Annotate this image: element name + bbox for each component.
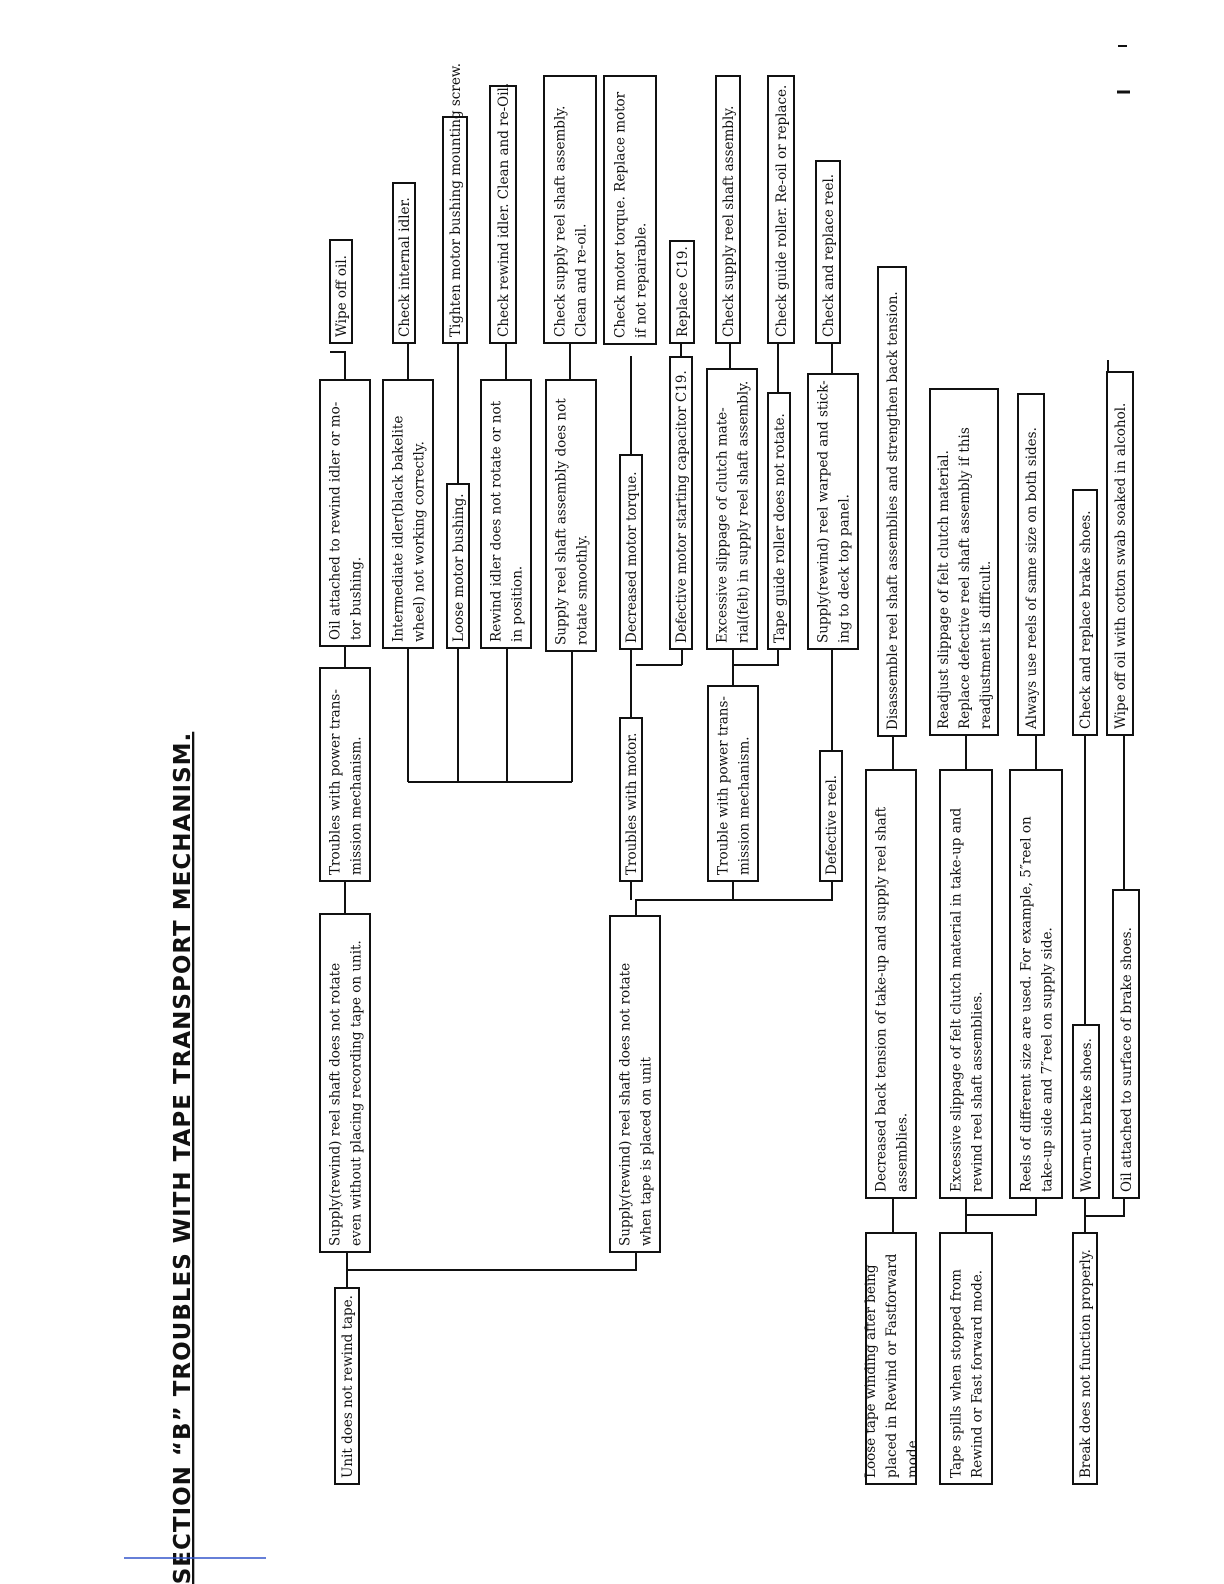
node-excessive-slippage-both xyxy=(940,770,992,1198)
node-text: Always use reels of same size on both sides. xyxy=(1024,427,1040,729)
node-text: Trouble with power trans- xyxy=(715,696,732,875)
node-text: Tighten motor bushing mounting screw. xyxy=(448,62,464,337)
node-brake-not-function xyxy=(1073,1233,1097,1484)
node-decreased-back-tension xyxy=(866,770,916,1198)
node-text: Unit does not rewind tape. xyxy=(340,1295,356,1478)
node-text: Check internal idler. xyxy=(397,197,413,337)
node-text: Oil attached to surface of brake shoes. xyxy=(1119,927,1135,1192)
node-text: Decreased back tension of take-up and supply reel shaft xyxy=(873,806,890,1192)
node-text: Rewind idler does not rotate or not xyxy=(488,400,505,642)
node-text: rewind reel shaft assemblies. xyxy=(969,991,986,1192)
node-text: Troubles with power trans- xyxy=(327,689,344,875)
node-tighten-screw xyxy=(443,63,467,343)
node-intermediate-idler xyxy=(383,380,433,648)
node-unit-not-rewind xyxy=(335,1288,359,1484)
node-text: Supply(rewind) reel shaft does not rotate xyxy=(327,962,344,1246)
node-wipe-brake xyxy=(1107,372,1133,735)
node-text: Check supply reel shaft assembly. xyxy=(552,105,569,337)
node-text: take-up side and 7″reel on supply side. xyxy=(1039,927,1056,1192)
node-text: Defective motor starting capacitor C19. xyxy=(674,370,690,643)
node-text: Excessive slippage of clutch mate- xyxy=(714,407,731,643)
node-tape-spills xyxy=(940,1233,992,1484)
node-text: Excessive slippage of felt clutch material in take-up and xyxy=(948,807,965,1192)
node-check-replace-reel xyxy=(816,161,840,343)
node-oil-idler xyxy=(320,380,370,646)
node-guide-roller xyxy=(768,393,790,649)
node-reel-warped xyxy=(808,374,858,649)
node-text: Wipe off oil with cotton swab soaked in alcohol. xyxy=(1113,402,1129,729)
node-text: even without placing recording tape on unit. xyxy=(348,940,365,1246)
node-text: Check guide roller. Re-oil or replace. xyxy=(774,84,790,337)
node-check-guide-roller xyxy=(768,76,794,343)
node-defective-reel xyxy=(820,751,842,881)
node-text: Check motor torque. Replace motor xyxy=(612,91,629,338)
node-text: Readjust slippage of felt clutch material. xyxy=(936,450,952,729)
node-text: Check supply reel shaft assembly. xyxy=(721,105,737,337)
node-text: rotate smoothly. xyxy=(574,534,591,645)
node-text: mission mechanism. xyxy=(736,736,753,875)
node-text: mode. xyxy=(905,1436,921,1478)
node-trouble-power-2 xyxy=(708,686,758,881)
node-reels-different xyxy=(1010,770,1062,1198)
node-text: readjustment is difficult. xyxy=(978,560,994,729)
connector xyxy=(966,1198,1036,1215)
node-text: tor bushing. xyxy=(348,556,365,640)
node-text: Intermediate idler(black bakelite xyxy=(390,415,407,642)
node-text: Decreased motor torque. xyxy=(624,471,640,643)
node-loose-bushing xyxy=(447,484,469,648)
node-text: Disassemble reel shaft assemblies and strengthen back tension. xyxy=(885,291,901,730)
connector xyxy=(347,1252,636,1288)
node-oil-brake xyxy=(1113,890,1139,1198)
section-title: SECTION “B” TROUBLES WITH TAPE TRANSPORT MECHANISM. xyxy=(170,731,196,1584)
node-text: Troubles with motor. xyxy=(624,732,640,875)
node-text: Supply reel shaft assembly does not xyxy=(553,398,570,645)
node-text: placed in Rewind or Fastforward xyxy=(884,1253,900,1478)
node-defective-capacitor xyxy=(670,357,692,649)
node-disassemble xyxy=(878,267,906,736)
node-text: Loose tape winding after being xyxy=(863,1264,879,1478)
node-text: rial(felt) in supply reel shaft assembly. xyxy=(735,380,752,643)
node-check-idler xyxy=(393,183,415,343)
node-troubles-power-1 xyxy=(320,668,370,881)
node-supply-with-tape xyxy=(610,916,660,1252)
node-text: Oil attached to rewind idler or mo- xyxy=(327,401,344,640)
connector xyxy=(330,352,345,380)
node-rewind-idler xyxy=(481,380,531,648)
node-text: Check and replace reel. xyxy=(821,173,837,337)
node-supply-shaft-smooth xyxy=(546,380,596,651)
node-troubles-motor xyxy=(620,718,642,881)
node-text: wheel) not working correctly. xyxy=(411,441,428,642)
node-decreased-torque xyxy=(620,455,642,649)
node-excessive-slippage-supply xyxy=(707,369,757,649)
node-text: assemblies. xyxy=(894,1112,911,1192)
node-text: Clean and re-oil. xyxy=(573,223,590,337)
node-text: Loose motor bushing. xyxy=(451,493,467,642)
node-wipe-oil xyxy=(330,240,352,343)
node-text: Defective reel. xyxy=(824,774,840,875)
node-worn-brake xyxy=(1073,1025,1099,1198)
node-check-motor-torque xyxy=(604,76,656,344)
node-replace-c19 xyxy=(670,241,694,343)
node-always-same-size xyxy=(1018,394,1044,735)
node-text: ing to deck top panel. xyxy=(836,494,853,643)
node-text: mission mechanism. xyxy=(348,736,365,875)
node-check-supply-shaft-1 xyxy=(544,76,596,343)
node-readjust xyxy=(930,389,998,735)
node-text: Replace C19. xyxy=(675,246,691,337)
node-supply-no-tape xyxy=(320,914,370,1252)
node-text: Replace defective reel shaft assembly if this xyxy=(957,427,973,729)
node-text: Check rewind idler. Clean and re-Oil. xyxy=(496,82,512,337)
node-text: Check and replace brake shoes. xyxy=(1078,510,1094,729)
node-text: Worn-out brake shoes. xyxy=(1079,1038,1095,1192)
node-text: Rewind or Fast forward mode. xyxy=(969,1269,986,1478)
node-check-brake xyxy=(1073,490,1097,735)
node-text: Break does not function properly. xyxy=(1078,1249,1094,1478)
node-check-rewind-idler xyxy=(490,83,516,343)
node-text: Supply(rewind) reel warped and stick- xyxy=(815,380,832,643)
node-text: when tape is placed on unit xyxy=(638,1057,655,1246)
node-loose-winding xyxy=(863,1233,921,1484)
node-check-supply-shaft-2 xyxy=(716,76,740,343)
node-text: Wipe off oil. xyxy=(334,255,350,337)
node-text: if not repairable. xyxy=(633,222,650,338)
node-text: in position. xyxy=(509,565,526,642)
node-text: Tape spills when stopped from xyxy=(948,1269,965,1478)
node-text: Tape guide roller does not rotate. xyxy=(772,413,788,643)
connector xyxy=(733,649,778,686)
node-text: Supply(rewind) reel shaft does not rotate xyxy=(617,962,634,1246)
node-text: Reels of different size are used. For example, 5″reel on xyxy=(1018,816,1035,1192)
